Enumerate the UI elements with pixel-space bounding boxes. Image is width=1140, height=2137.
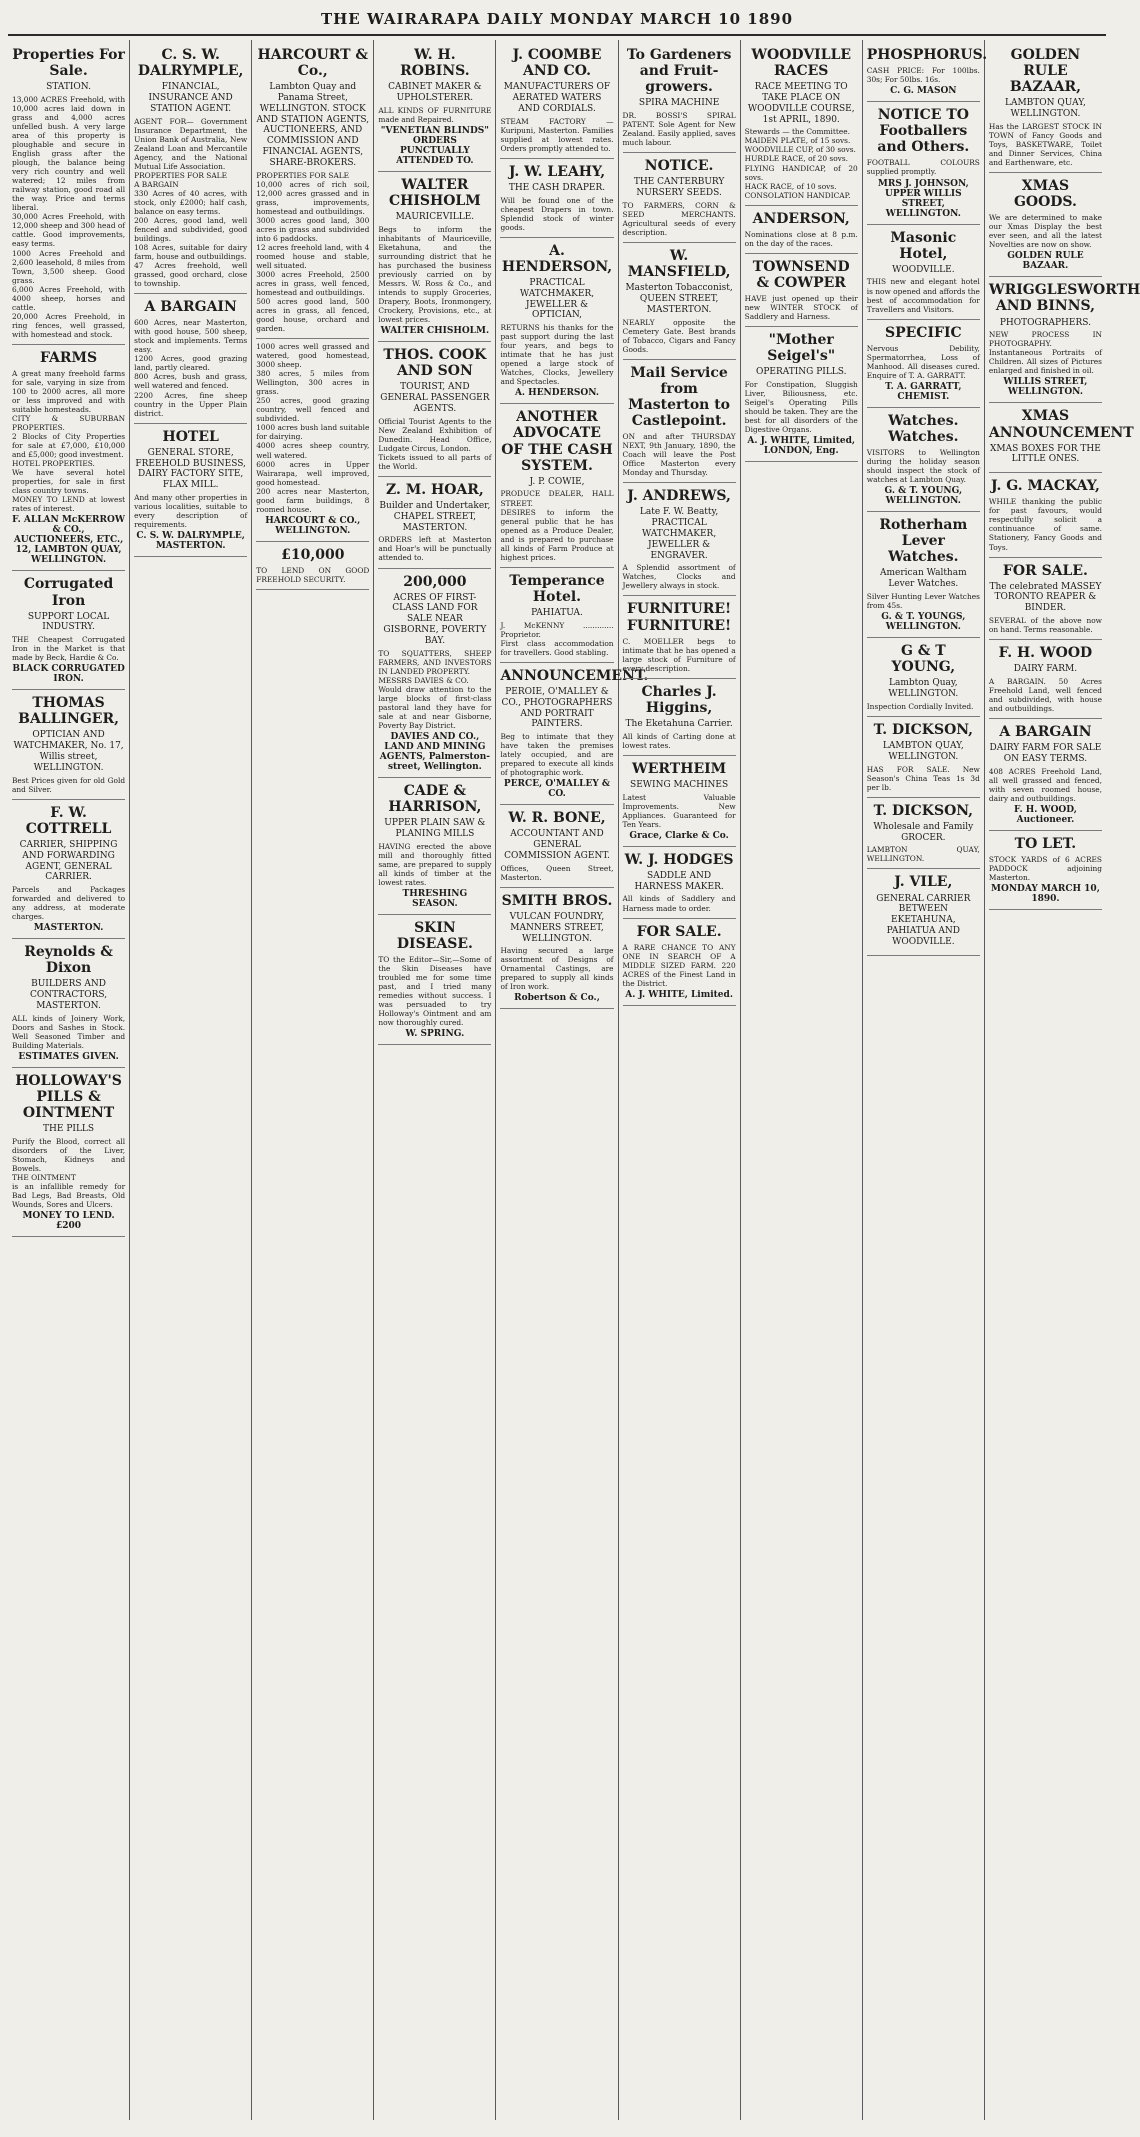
ad-heading: SMITH BROS. xyxy=(501,892,613,909)
ad-body: Has the LARGEST STOCK IN TOWN of Fancy Goods and Toys, BASKETWARE, Toilet and Dinner Services, China and Earthenware, etc. xyxy=(988,121,1102,167)
ad-body: Stewards — the Committee. MAIDEN PLATE, of 15 sovs. WOODVILLE CUP, of 30 sovs. HURDLE RACE, of 20 sovs. FLYING HANDICAP, of 20 sovs. HACK RACE, of 10 sovs. CONSOLATION HANDICAP. xyxy=(744,127,858,200)
ad-subheading: RACE MEETING TO TAKE PLACE ON WOODVILLE COURSE, 1st APRIL, 1890. xyxy=(747,82,855,125)
ad-heading: A. HENDERSON, xyxy=(501,242,613,275)
advertisement xyxy=(500,404,613,567)
ad-subheading: SEWING MACHINES xyxy=(630,779,729,790)
ad-footer: GOLDEN RULE BAZAAR. xyxy=(1007,251,1084,272)
ad-body: TO the Editor—Sir,—Some of the Skin Diseases have troubled me for some time past, and I tried many remedies without success. I was persuaded to try Holloway's Ointment and am now thoroughly cured. xyxy=(378,955,492,1028)
ad-body: Official Tourist Agents to the New Zealand Exhibition of Dunedin. Head Office, Ludgate Circus, London. Tickets issued to all parts of the World. xyxy=(378,416,492,471)
ad-heading: HARCOURT & Co., xyxy=(257,47,369,80)
ad-subheading: ACRES OF FIRST-CLASS LAND FOR SALE NEAR GISBORNE, POVERTY BAY. xyxy=(383,592,487,646)
ad-heading: GOLDEN RULE BAZAAR, xyxy=(1009,47,1081,96)
ad-footer: WALTER CHISHOLM. xyxy=(380,326,490,337)
ad-heading: NOTICE TO Footballers and Others. xyxy=(877,107,970,156)
ad-body: LAMBTON QUAY, WELLINGTON. xyxy=(866,845,980,864)
ad-footer: Grace, Clarke & Co. xyxy=(629,830,729,841)
advertisement xyxy=(989,558,1102,641)
advertisement xyxy=(988,403,1134,473)
ad-subheading: UPPER PLAIN SAW & PLANING MILLS xyxy=(384,818,486,839)
ad-footer: MONEY TO LEND. £200 xyxy=(22,1211,115,1232)
ad-subheading: TOURIST, AND GENERAL PASSENGER AGENTS. xyxy=(380,382,490,414)
advertisement xyxy=(12,345,125,572)
ad-heading: J. VILE, xyxy=(894,874,953,891)
ad-body: And many other properties in various localities, suitable to every description of requirements. xyxy=(134,492,248,529)
advertisement xyxy=(500,888,613,1010)
ad-footer: PERCE, O'MALLEY & CO. xyxy=(503,779,611,800)
ad-footer: MASTERTON. xyxy=(33,923,104,934)
ad-heading: W. H. ROBINS. xyxy=(400,47,470,80)
ad-body: HAS FOR SALE. New Season's China Teas 1s 3d per lb. xyxy=(866,764,980,792)
ad-subheading: BUILDERS AND CONTRACTORS, MASTERTON. xyxy=(29,979,108,1012)
ad-body: WHILE thanking the public for past favours, would respectfully solicit a continuance of same. Stationery, Fancy Goods and Toys. xyxy=(988,497,1102,552)
advertisement xyxy=(867,225,980,320)
ad-heading: PHOSPHORUS. xyxy=(866,47,988,63)
advertisement xyxy=(989,173,1102,277)
advertisement xyxy=(500,42,613,159)
column-3 xyxy=(252,40,374,2120)
ad-body: THE Cheapest Corrugated Iron in the Market is that made by Beck, Hardie & Co. xyxy=(12,635,126,663)
ad-body: RETURNS his thanks for the past support during the last four years, and begs to intimate that he has just opened a large stock of Watches, Clocks, Jewellery and Spectacles. xyxy=(500,323,614,387)
advertisement xyxy=(866,42,988,102)
ad-heading: WALTER CHISHOLM xyxy=(388,176,481,209)
ad-heading: XMAS ANNOUNCEMENT xyxy=(988,408,1134,441)
ad-heading: XMAS GOODS. xyxy=(1013,178,1077,211)
ad-subheading: ACCOUNTANT AND GENERAL COMMISSION AGENT. xyxy=(504,829,610,861)
ad-body: Beg to intimate that they have taken the premises lately occupied, and are prepared to execute all kinds of photographic work. xyxy=(500,732,614,778)
ad-body: J. McKENNY ............. Proprietor. First class accommodation for travellers. Good stabling. xyxy=(500,620,614,657)
ad-heading: TO LET. xyxy=(1014,835,1077,852)
ad-body: We are determined to make our Xmas Display the best ever seen, and all the latest Novelties are now on show. xyxy=(988,213,1102,250)
ad-body: Parcels and Packages forwarded and delivered to any address, at moderate charges. xyxy=(12,885,126,922)
ad-body: Offices, Queen Street, Masterton. xyxy=(500,863,614,882)
ad-body: SEVERAL of the above now on hand. Terms reasonable. xyxy=(988,616,1102,635)
ad-heading: ANOTHER ADVOCATE OF THE CASH SYSTEM. xyxy=(501,409,613,474)
columns xyxy=(8,40,1140,2120)
advertisement xyxy=(867,798,980,870)
ad-body: 408 ACRES Freehold Land, all well grassed and fenced, with seven roomed house, dairy and outbuildings. xyxy=(988,766,1102,803)
ad-heading: Reynolds & Dixon xyxy=(24,944,113,977)
ad-subheading: J. P. COWIE, xyxy=(529,476,585,487)
advertisement xyxy=(623,596,736,678)
advertisement xyxy=(378,778,491,915)
advertisement xyxy=(12,690,125,799)
advertisement xyxy=(500,159,613,238)
masthead: THE WAIRARAPA DAILY MONDAY MARCH 10 1890 xyxy=(8,6,1106,36)
ad-body: TO FARMERS, CORN & SEED MERCHANTS. Agricultural seeds of every description. xyxy=(622,200,736,237)
ad-body: All kinds of Carting done at lowest rates. xyxy=(622,731,736,750)
ad-subheading: CARRIER, SHIPPING AND FORWARDING AGENT, GENERAL CARRIER. xyxy=(19,839,118,883)
ad-subheading: LAMBTON QUAY, WELLINGTON. xyxy=(1004,98,1086,120)
ad-body: CASH PRICE: For 100lbs. 30s; For 50lbs. 16s. xyxy=(866,66,980,85)
advertisement xyxy=(745,206,858,254)
advertisement xyxy=(867,512,980,638)
ad-subheading: MAURICEVILLE. xyxy=(395,212,475,223)
ad-body: AGENT FOR— Government Insurance Department, the Union Bank of Australia, New Zealand Loan and Mercantile Agency, and the National Mutual Life Association. PROPERTIES FOR SALE A BARGAIN 330 Acres of 40 acres, with stock, only £2000; half cash, balance on easy terms. 200 Acres, good land, well fenced and subdivided, good buildings. 108 Acres, suitable for dairy farm, house and outbuildings. 47 Acres freehold, well grassed, good orchard, close to township. xyxy=(134,116,248,289)
ad-footer: HARCOURT & CO., WELLINGTON. xyxy=(265,515,361,536)
advertisement xyxy=(867,638,980,717)
advertisement xyxy=(623,243,736,360)
ad-heading: F. H. WOOD xyxy=(998,645,1093,662)
ad-footer: BLACK CORRUGATED IRON. xyxy=(12,664,125,685)
ad-subheading: OPTICIAN AND WATCHMAKER, No. 17, Willis street, WELLINGTON. xyxy=(13,730,124,773)
ad-body: HAVE just opened up their new WINTER STOCK of Saddlery and Harness. xyxy=(744,293,858,322)
advertisement xyxy=(12,1068,125,1237)
ad-footer: WILLIS STREET, WELLINGTON. xyxy=(1003,377,1088,398)
advertisement xyxy=(12,42,125,345)
ad-body: Best Prices given for old Gold and Silver. xyxy=(12,775,126,794)
ad-footer: A. J. WHITE, Limited, LONDON, Eng. xyxy=(747,436,856,457)
ad-footer: ESTIMATES GIVEN. xyxy=(18,1051,119,1062)
ad-subheading: The celebrated MASSEY TORONTO REAPER & BINDER. xyxy=(989,581,1102,614)
ad-body: Nervous Debility, Spermatorrhea, Loss of Manhood. All diseases cured. Enquire of T. A. GARRATT. xyxy=(866,343,980,380)
ad-heading: W. J. HODGES xyxy=(624,851,734,868)
ad-subheading: The Eketahuna Carrier. xyxy=(625,718,733,729)
ad-heading: T. DICKSON, xyxy=(873,721,974,738)
ad-heading: Mail Service from Masterton to Castlepoint. xyxy=(628,364,731,429)
ad-subheading: GENERAL STORE, FREEHOLD BUSINESS, DAIRY FACTORY SITE, FLAX MILL. xyxy=(135,447,246,491)
ad-subheading: STATION. xyxy=(46,82,91,93)
ad-footer: T. A. GARRATT, CHEMIST. xyxy=(885,381,962,402)
ad-heading: W. MANSFIELD, xyxy=(627,248,731,281)
ad-subheading: XMAS BOXES FOR THE LITTLE ONES. xyxy=(990,443,1101,465)
ad-heading: Rotherham Lever Watches. xyxy=(879,517,968,566)
ad-heading: FOR SALE. xyxy=(636,923,722,940)
ad-heading: A BARGAIN xyxy=(999,724,1092,741)
advertisement xyxy=(134,42,247,294)
ad-heading: "Mother Seigel's" xyxy=(767,332,836,365)
ad-body: PRODUCE DEALER, HALL STREET. DESIRES to inform the general public that he has opened as a Produce Dealer, and is prepared to purchase all kinds of Farm Produce at highest prices. xyxy=(500,489,614,562)
ad-footer: MONDAY MARCH 10, 1890. xyxy=(991,884,1100,905)
advertisement xyxy=(134,424,247,557)
ad-heading: Z. M. HOAR, xyxy=(386,481,484,498)
ad-body: Silver Hunting Lever Watches from 45s. xyxy=(866,592,980,611)
ad-subheading: Late F. W. Beatty, PRACTICAL WATCHMAKER, JEWELLER & ENGRAVER. xyxy=(639,507,719,561)
ad-subheading: THE CASH DRAPER. xyxy=(508,182,606,193)
ad-subheading: VULCAN FOUNDRY, MANNERS STREET, WELLINGTON. xyxy=(509,911,605,944)
ad-heading: FOR SALE. xyxy=(1002,562,1088,579)
ad-subheading: WOODVILLE. xyxy=(892,264,955,275)
ad-heading: Corrugated Iron xyxy=(23,576,114,609)
ad-body: DR. BOSSI'S SPIRAL PATENT. Sole Agent for New Zealand. Easily applied, saves much labour. xyxy=(622,111,736,148)
ad-footer: F. H. WOOD, Auctioneer. xyxy=(1013,804,1077,825)
ad-body: Begs to inform the inhabitants of Mauriceville, Eketahuna, and the surrounding district that he has purchased the business previously carried on by Messrs. W. Ross & Co., and intends to supply Groceries, Drapery, Boots, Ironmongery, Crockery, Provisions, etc., at lowest prices. xyxy=(378,224,492,325)
advertisement xyxy=(378,342,491,477)
ad-footer: A. J. WHITE, Limited. xyxy=(625,989,733,1000)
ad-footer: G. & T. YOUNGS, WELLINGTON. xyxy=(881,612,966,633)
ad-heading: FURNITURE! FURNITURE! xyxy=(626,601,732,634)
ad-subheading: Lambton Quay, WELLINGTON. xyxy=(888,678,959,700)
ad-body: STOCK YARDS of 6 ACRES PADDOCK adjoining Masterton. xyxy=(988,855,1102,883)
ad-body: PROPERTIES FOR SALE 10,000 acres of rich soil, 12,000 acres grassed and in grass, improvements, homestead and outbuildings. 3000 acres good land, 300 acres in grass and subdivided into 6 paddocks. 12 acres freehold land, with 4 roomed house and stable, well situated. 3000 acres Freehold, 2500 acres in grass, well fenced, homestead and outbuildings. 500 acres good land, 500 acres in grass, all fenced, good house, orchard and garden. xyxy=(256,170,370,334)
advertisement xyxy=(378,477,491,569)
column-8 xyxy=(863,40,988,2120)
advertisement xyxy=(745,42,858,206)
ad-body: TO LEND ON GOOD FREEHOLD SECURITY. xyxy=(256,565,370,584)
ad-heading: F. W. COTTRELL xyxy=(25,804,112,837)
advertisement xyxy=(745,254,858,327)
column-4 xyxy=(374,40,496,2120)
column-1 xyxy=(8,40,130,2120)
ad-heading: Watches. Watches. xyxy=(888,412,959,445)
ad-subheading: Wholesale and Family GROCER. xyxy=(873,821,974,843)
ad-footer: C. S. W. DALRYMPLE, MASTERTON. xyxy=(136,531,245,552)
ad-subheading: PAHIATUA. xyxy=(531,607,583,618)
advertisement xyxy=(623,919,736,1006)
ad-body: ALL kinds of Joinery Work, Doors and Sashes in Stock. Well Seasoned Timber and Building Materials. xyxy=(12,1013,126,1050)
ad-subheading: Lambton Quay and Panama Street, WELLINGTON. STOCK AND STATION AGENTS, AUCTIONEERS, AND COMMISSION AND FINANCIAL AGENTS, SHARE-BROKERS. xyxy=(256,82,370,168)
column-6 xyxy=(619,40,741,2120)
ad-subheading: PHOTOGRAPHERS. xyxy=(999,317,1091,328)
ad-heading: ANNOUNCEMENT. xyxy=(500,667,649,684)
ad-heading: G & T YOUNG, xyxy=(891,643,956,676)
ad-heading: WERTHEIM xyxy=(632,760,727,777)
advertisement xyxy=(12,939,125,1068)
ad-subheading: Masterton Tobacconist, QUEEN STREET, MASTERTON. xyxy=(625,283,733,315)
advertisement xyxy=(134,294,247,423)
ad-body: A RARE CHANCE TO ANY ONE IN SEARCH OF A MIDDLE SIZED FARM. 220 ACRES of the Finest Land in the District. xyxy=(622,942,736,988)
ad-body: STEAM FACTORY — Kuripuni, Masterton. Families supplied at lowest rates. Orders promptly attended to. xyxy=(500,116,614,153)
ad-heading: FARMS xyxy=(39,349,98,366)
ad-subheading: FINANCIAL, INSURANCE AND STATION AGENT. xyxy=(148,82,233,114)
advertisement xyxy=(378,172,491,342)
ad-heading: To Gardeners and Fruit-growers. xyxy=(626,47,732,96)
ad-body: C. MOELLER begs to intimate that he has opened a large stock of Furniture of every description. xyxy=(622,636,736,673)
advertisement xyxy=(378,569,491,778)
ad-heading: J. G. MACKAY, xyxy=(991,478,1100,495)
ad-heading: WOODVILLE RACES xyxy=(751,47,852,80)
ad-subheading: OPERATING PILLS. xyxy=(755,367,847,378)
ad-heading: C. S. W. DALRYMPLE, xyxy=(137,47,244,80)
ad-footer: W. SPRING. xyxy=(405,1029,465,1040)
advertisement xyxy=(867,408,980,512)
ad-heading: Masonic Hotel, xyxy=(890,229,957,262)
advertisement xyxy=(623,483,736,596)
ad-subheading: GENERAL CARRIER BETWEEN EKETAHUNA, PAHIATUA AND WOODVILLE. xyxy=(876,893,971,947)
advertisement xyxy=(256,542,369,590)
ad-body: All kinds of Saddlery and Harness made to order. xyxy=(622,894,736,913)
ad-subheading: LAMBTON QUAY, WELLINGTON. xyxy=(882,740,964,762)
advertisement xyxy=(745,327,858,462)
advertisement xyxy=(500,663,649,805)
ad-body: 1000 acres well grassed and watered, good homestead, 3000 sheep. 380 acres, 5 miles from Wellington, 300 acres in grass. 250 acres, good grazing country, well fenced and subdivided. 1000 acres bush land suitable for dairying. 4000 acres sheep country, well watered. 6000 acres in Upper Wairarapa, well improved, good homestead. 200 acres near Masterton, good farm buildings, 8 roomed house. xyxy=(256,342,370,514)
advertisement xyxy=(378,915,491,1045)
advertisement xyxy=(12,800,125,940)
ad-heading: 200,000 xyxy=(403,573,467,590)
advertisement xyxy=(256,339,369,542)
ad-body: A BARGAIN. 50 Acres Freehold Land, well fenced and subdivided, with house and outbuildings. xyxy=(988,676,1102,714)
ad-heading: J. ANDREWS, xyxy=(627,488,731,505)
ad-subheading: PEROIE, O'MALLEY & CO., PHOTOGRAPHERS AND PORTRAIT PAINTERS. xyxy=(501,686,613,730)
ad-subheading: SADDLE AND HARNESS MAKER. xyxy=(634,870,724,892)
ad-heading: Charles J. Higgins, xyxy=(641,683,717,716)
ad-footer: MRS J. JOHNSON, UPPER WILLIS STREET, WELLINGTON. xyxy=(877,178,969,219)
ad-subheading: THE PILLS xyxy=(43,1124,95,1135)
ad-body: A great many freehold farms for sale, varying in size from 100 to 2000 acres, all more or less improved and with suitable homesteads. CITY & SUBURBAN PROPERTIES. 2 Blocks of City Properties for sale at £7,000, £10,000 and £5,000; good investment. HOTEL PROPERTIES. We have several hotel properties, for sale in first class country towns. MONEY TO LEND at lowest rates of interest. xyxy=(12,368,126,514)
ad-footer: F. ALLAN McKERROW & CO., AUCTIONEERS, ETC., 12, LAMBTON QUAY, WELLINGTON. xyxy=(12,515,125,566)
advertisement xyxy=(989,640,1102,719)
advertisement xyxy=(867,102,980,224)
ad-heading: ANDERSON, xyxy=(752,210,850,227)
column-2 xyxy=(130,40,252,2120)
ad-body: Latest Valuable Improvements. New Appliances. Guaranteed for Ten Years. xyxy=(622,792,736,829)
ad-footer: G. & T. YOUNG, WELLINGTON. xyxy=(884,486,963,507)
column-7 xyxy=(741,40,863,2120)
ad-heading: £10,000 xyxy=(281,546,345,563)
advertisement xyxy=(500,805,613,888)
ad-heading: HOLLOWAY'S PILLS & OINTMENT xyxy=(15,1072,122,1122)
ad-heading: Temperance Hotel. xyxy=(509,572,605,605)
advertisement xyxy=(867,717,980,798)
advertisement xyxy=(378,42,491,172)
advertisement xyxy=(623,153,736,243)
ad-body: Will be found one of the cheapest Drapers in town. Splendid stock of winter goods. xyxy=(500,195,614,232)
ad-subheading: MANUFACTURERS OF AERATED WATERS AND CORDIALS. xyxy=(503,82,611,114)
ad-heading: SPECIFIC xyxy=(885,324,962,341)
ad-body: 13,000 ACRES Freehold, with 10,000 acres laid down in grass and 4,000 acres unfelled bush. A very large area of this property is ploughable and secure in English grass after the plough, the balance being very rich country and well watered; 12 miles from railway station, good road all the way. Price and terms liberal. 30,000 Acres Freehold, with 12,000 sheep and 300 head of cattle. Good improvements, easy terms. 1000 Acres Freehold and 2,600 leasehold, 8 miles from Town, 3,500 sheep. Good grass. 6,000 Acres Freehold, with 4000 sheep, horses and cattle. 20,000 Acres Freehold, in ring fences, well grassed, with homestead and stock. xyxy=(12,94,126,339)
column-9 xyxy=(985,40,1140,2120)
ad-body: Purify the Blood, correct all disorders of the Liver, Stomach, Kidneys and Bowels. THE OINTMENT is an infallible remedy for Bad Legs, Bad Breasts, Old Wounds, Sores and Ulcers. xyxy=(12,1137,126,1210)
ad-heading: WRIGGLESWORTH AND BINNS, xyxy=(988,282,1140,315)
ad-heading: T. DICKSON, xyxy=(873,802,974,819)
ad-heading: W. R. BONE, xyxy=(508,810,606,827)
ad-subheading: DAIRY FARM. xyxy=(1013,664,1078,675)
ad-footer: A. HENDERSON. xyxy=(514,388,600,399)
ad-heading: THOMAS BALLINGER, xyxy=(18,695,119,728)
advertisement xyxy=(989,42,1102,173)
ad-body: HAVING erected the above mill and thoroughly fitted same, are prepared to supply all kinds of timber at the lowest rates. xyxy=(378,841,492,887)
ad-footer: Robertson & Co., xyxy=(514,993,600,1004)
column-5 xyxy=(496,40,649,2120)
ad-subheading: SUPPORT LOCAL INDUSTRY. xyxy=(27,611,110,633)
ad-subheading: DAIRY FARM FOR SALE ON EASY TERMS. xyxy=(989,743,1102,764)
ad-heading: Properties For Sale. xyxy=(12,47,125,80)
advertisement xyxy=(623,360,736,484)
ad-heading: A BARGAIN xyxy=(144,299,237,316)
ad-body: FOOTBALL COLOURS supplied promptly. xyxy=(866,158,980,177)
ad-heading: TOWNSEND & COWPER xyxy=(752,258,850,291)
advertisement xyxy=(867,869,980,955)
ad-body: THIS new and elegant hotel is now opened and affords the best of accommodation for Travellers and Visitors. xyxy=(866,277,980,314)
ad-body: Nominations close at 8 p.m. on the day of the races. xyxy=(744,229,858,248)
ad-body: ORDERS left at Masterton and Hoar's will be punctually attended to. xyxy=(378,535,492,563)
advertisement xyxy=(256,42,369,339)
advertisement xyxy=(867,320,980,408)
advertisement xyxy=(988,277,1140,403)
ad-body: VISITORS to Wellington during the holiday season should inspect the stock of watches at Lambton Quay. xyxy=(866,448,980,485)
ad-body: ON and after THURSDAY NEXT, 9th January, 1890, the Coach will leave the Post Office Masterton every Monday and Thursday. xyxy=(622,432,736,478)
advertisement xyxy=(623,756,736,847)
ad-body: 600 Acres, near Masterton, with good house, 500 sheep, stock and implements. Terms easy. 1200 Acres, good grazing land, partly cleared. 800 Acres, bush and grass, well watered and fenced. 2200 Acres, fine sheep country in the Upper Plain district. xyxy=(134,318,248,418)
advertisement xyxy=(989,719,1102,831)
ad-footer: THRESHING SEASON. xyxy=(402,888,468,909)
ad-subheading: THE CANTERBURY NURSERY SEEDS. xyxy=(633,177,725,199)
ad-footer: C. G. MASON xyxy=(890,86,957,97)
ad-heading: CADE & HARRISON, xyxy=(388,782,482,815)
ad-body: Having secured a large assortment of Designs of Ornamental Castings, are prepared to supply all kinds of Iron work. xyxy=(500,946,614,992)
ad-subheading: Builder and Undertaker, CHAPEL STREET, MASTERTON. xyxy=(379,501,491,533)
ad-body: A Splendid assortment of Watches, Clocks and Jewellery always in stock. xyxy=(622,563,736,591)
advertisement xyxy=(989,831,1102,910)
ad-subheading: PRACTICAL WATCHMAKER, JEWELLER & OPTICIAN, xyxy=(519,277,595,321)
advertisement xyxy=(623,42,736,153)
ad-heading: J. COOMBE AND CO. xyxy=(512,47,602,80)
ad-body: Inspection Cordially Invited. xyxy=(866,701,974,711)
ad-subheading: American Waltham Lever Watches. xyxy=(880,568,967,590)
ad-heading: HOTEL xyxy=(162,428,219,445)
advertisement xyxy=(623,679,736,756)
ad-body: TO SQUATTERS, SHEEP FARMERS, AND INVESTORS IN LANDED PROPERTY. MESSRS DAVIES & CO. Would draw attention to the large blocks of first-class pastoral land they have for sale at and near Gisborne, Poverty Bay District. xyxy=(378,648,492,730)
ad-subheading: SPIRA MACHINE xyxy=(638,98,720,109)
ad-body: For Constipation, Sluggish Liver, Biliousness, etc. Seigel's Operating Pills should be taken. They are the best for all disorders of the Digestive Organs. xyxy=(744,380,858,435)
advertisement xyxy=(989,473,1102,557)
advertisement xyxy=(500,238,613,405)
advertisement xyxy=(623,847,736,919)
advertisement xyxy=(12,571,125,690)
ad-heading: NOTICE. xyxy=(644,158,714,175)
ad-body: NEARLY opposite the Cemetery Gate. Best brands of Tobacco, Cigars and Fancy Goods. xyxy=(622,317,736,354)
ad-footer: DAVIES AND CO., LAND AND MINING AGENTS, Palmerston-street, Wellington. xyxy=(379,731,490,772)
advertisement xyxy=(500,568,613,663)
ad-heading: THOS. COOK AND SON xyxy=(383,347,487,380)
ad-heading: SKIN DISEASE. xyxy=(396,919,473,952)
ad-body: ALL KINDS OF FURNITURE made and Repaired. xyxy=(378,105,492,124)
ad-footer: "VENETIAN BLINDS" ORDERS PUNCTUALLY ATTENDED TO. xyxy=(380,125,489,166)
ad-subheading: CABINET MAKER & UPHOLSTERER. xyxy=(388,82,482,103)
ad-body: NEW PROCESS IN PHOTOGRAPHY. Instantaneous Portraits of Children. All sizes of Pictures enlarged and finished in oil. xyxy=(988,330,1102,376)
ad-heading: J. W. LEAHY, xyxy=(508,163,606,180)
